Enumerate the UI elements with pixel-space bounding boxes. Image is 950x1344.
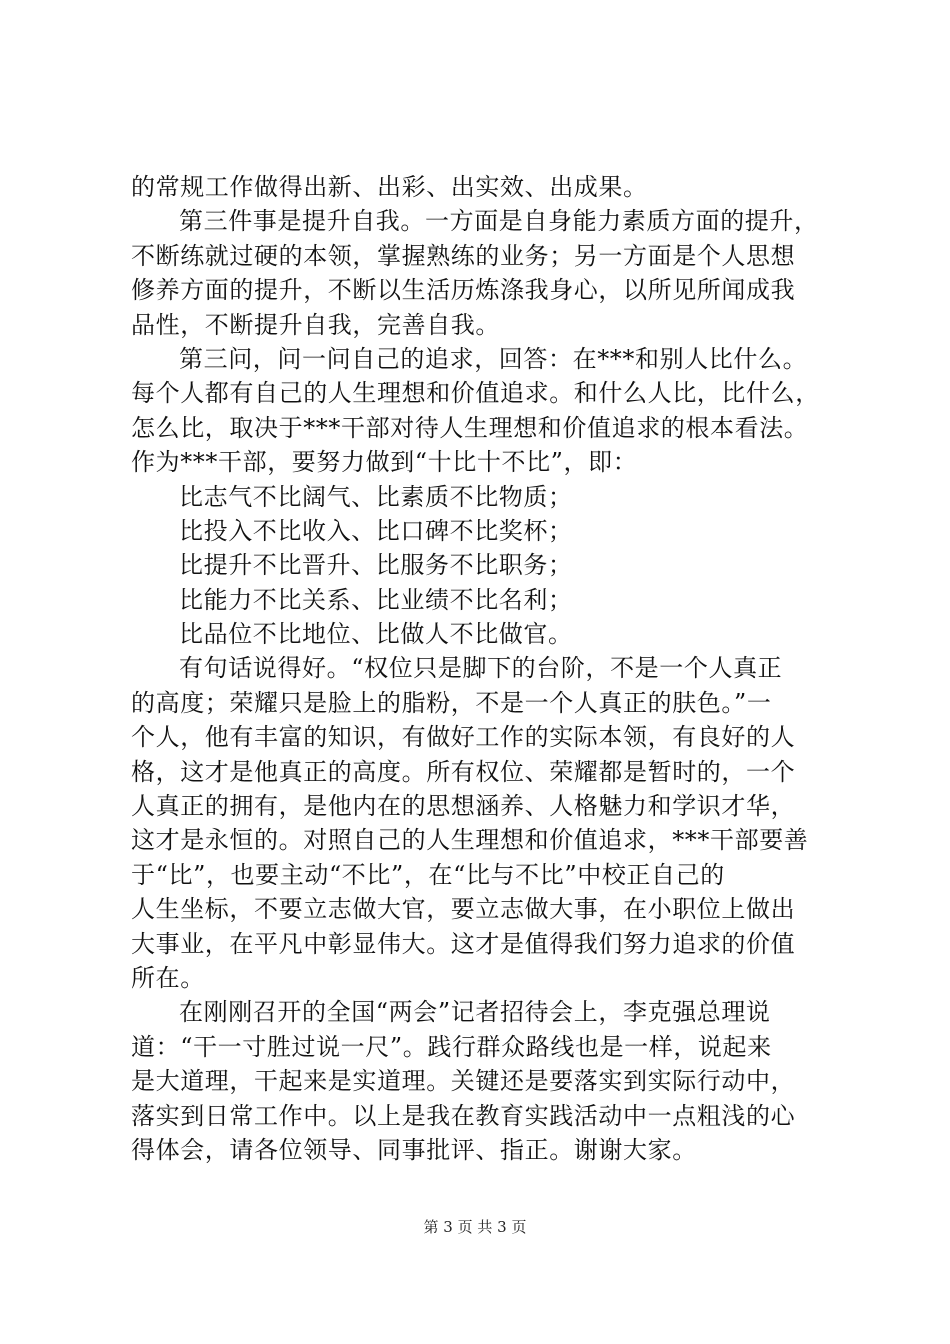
text-line: 比品位不比地位、比做人不比做官。 — [179, 620, 573, 649]
text-line: 修养方面的提升，不断以生活历炼涤我身心，以所见所闻成我 — [131, 276, 796, 305]
text-line: 有句话说得好。“权位只是脚下的台阶，不是一个人真正 — [179, 654, 783, 683]
text-line: 道：“干一寸胜过说一尺”。践行群众路线也是一样，说起来 — [131, 1032, 772, 1061]
document-body — [131, 170, 831, 1167]
text-line: 大事业，在平凡中彰显伟大。这才是值得我们努力追求的价值 — [131, 929, 796, 958]
text-line: 人生坐标，不要立志做大官，要立志做大事，在小职位上做出 — [131, 895, 796, 924]
text-line: 的常规工作做得出新、出彩、出实效、出成果。 — [131, 173, 648, 201]
text-line: 不断练就过硬的本领，掌握熟练的业务；另一方面是个人思想 — [131, 241, 796, 270]
text-line: 这才是永恒的。对照自己的人生理想和价值追求，***干部要善 — [131, 826, 809, 855]
text-line: 在刚刚召开的全国“两会”记者招待会上，李克强总理说 — [179, 998, 771, 1027]
text-line: 是大道理，干起来是实道理。关键还是要落实到实际行动中， — [131, 1067, 796, 1096]
text-line: 比志气不比阔气、比素质不比物质； — [179, 482, 573, 511]
page-footer: 第 3 页 共 3 页 — [423, 1218, 527, 1236]
text-line: 每个人都有自己的人生理想和价值追求。和什么人比，比什么， — [131, 379, 820, 408]
text-line: 第三问，问一问自己的追求，回答：在***和别人比什么。 — [179, 344, 808, 373]
text-line: 于“比”，也要主动“不比”，在“比与不比”中校正自己的 — [131, 860, 725, 889]
text-line: 比投入不比收入、比口碑不比奖杯； — [179, 516, 573, 545]
text-line: 落实到日常工作中。以上是我在教育实践活动中一点粗浅的心 — [131, 1101, 796, 1130]
text-line: 怎么比，取决于***干部对待人生理想和价值追求的根本看法。 — [131, 413, 809, 442]
text-line: 得体会，请各位领导、同事批评、指正。谢谢大家。 — [131, 1135, 697, 1164]
text-line: 人真正的拥有，是他内在的思想涵养、人格魅力和学识才华， — [131, 792, 796, 821]
text-line: 品性，不断提升自我，完善自我。 — [131, 310, 500, 339]
text-line: 比能力不比关系、比业绩不比名利； — [179, 585, 573, 614]
text-line: 的高度；荣耀只是脸上的脂粉，不是一个人真正的肤色。”一 — [131, 688, 772, 717]
text-line: 作为***干部，要努力做到“十比十不比”，即： — [131, 448, 638, 477]
text-line: 所在。 — [131, 963, 205, 992]
text-line: 格，这才是他真正的高度。所有权位、荣耀都是暂时的，一个 — [131, 757, 796, 786]
text-line: 比提升不比晋升、比服务不比职务； — [179, 551, 573, 580]
text-line: 个人，他有丰富的知识，有做好工作的实际本领，有良好的人 — [131, 723, 796, 752]
text-line: 第三件事是提升自我。一方面是自身能力素质方面的提升， — [179, 207, 819, 236]
